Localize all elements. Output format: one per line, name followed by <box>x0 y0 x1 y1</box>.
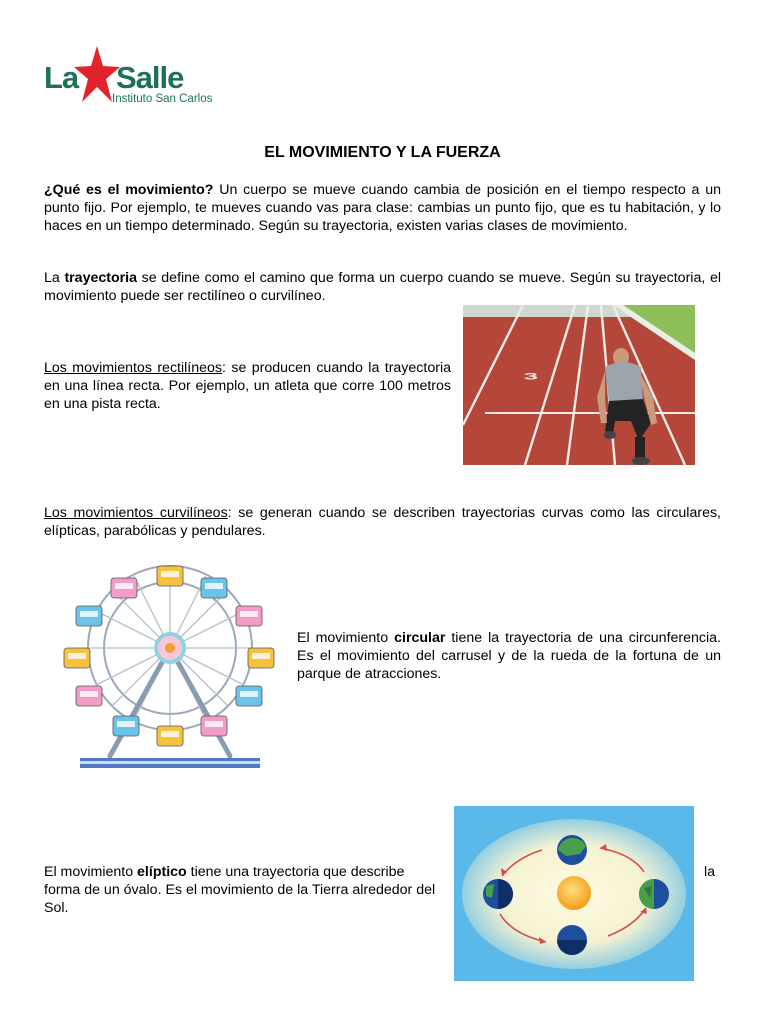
rectilineos-paragraph <box>44 359 451 413</box>
logo-subtitle: Instituto San Carlos <box>112 93 213 105</box>
trayectoria-paragraph <box>44 269 721 305</box>
athlete-track-image <box>463 305 695 465</box>
eliptico-line1 <box>44 863 404 881</box>
curvilineos-text: : se generan cuando se describen trayectorias curvas como las circulares, elípticas, parabólicas y pendulares. <box>44 505 721 539</box>
circular-text: tiene la trayectoria de una circunferencia. Es el movimiento del carrusel y de la rueda de la fortuna de un parque de atracciones. <box>297 630 721 682</box>
track-lane-number: 3 <box>523 371 539 382</box>
circular-pre: El movimiento <box>297 630 395 646</box>
circular-term: circular <box>394 630 446 646</box>
rectilineos-text: : se producen cuando la trayectoria en una línea recta. Por ejemplo, un atleta que corre 100 metros en una pista recta. <box>44 360 451 412</box>
ferris-wheel-image <box>58 560 282 775</box>
logo-la-text: La <box>44 60 79 95</box>
trayectoria-text: se define como el camino que forma un cuerpo cuando se mueve. Según su trayectoria, el movimiento puede ser rectilíneo o curvilíneo. <box>44 270 721 304</box>
trayectoria-pre: La <box>44 270 65 286</box>
eliptico-text-line1: tiene una trayectoria que describe <box>186 864 405 880</box>
eliptico-pre: El movimiento <box>44 864 138 880</box>
la-salle-logo <box>44 46 244 108</box>
eliptico-term: elíptico <box>137 864 187 880</box>
page-title: EL MOVIMIENTO Y LA FUERZA <box>264 144 501 161</box>
intro-question: ¿Qué es el movimiento? <box>44 182 214 198</box>
circular-paragraph <box>297 629 721 683</box>
eliptico-paragraph <box>44 863 721 917</box>
logo-salle-text: Salle <box>116 60 184 95</box>
curvilineos-term: Los movimientos curvilíneos <box>44 505 228 521</box>
eliptico-trailing-word: la <box>703 864 715 880</box>
curvilineos-paragraph <box>44 504 721 540</box>
intro-text: Un cuerpo se mueve cuando cambia de posición en el tiempo respecto a un punto fijo. Por ejemplo, te mueves cuando vas para clase: cambias un punto fijo, que es tu habitación, y lo haces en un tiempo determinado. Según su trayectoria, existen varias clases de movimiento. <box>44 182 721 234</box>
intro-paragraph <box>44 181 721 235</box>
trayectoria-term: trayectoria <box>64 270 137 286</box>
rectilineos-term: Los movimientos rectilíneos <box>44 360 222 376</box>
eliptico-rest: forma de un óvalo. Es el movimiento de la Tierra alrededor del Sol. <box>44 882 436 916</box>
